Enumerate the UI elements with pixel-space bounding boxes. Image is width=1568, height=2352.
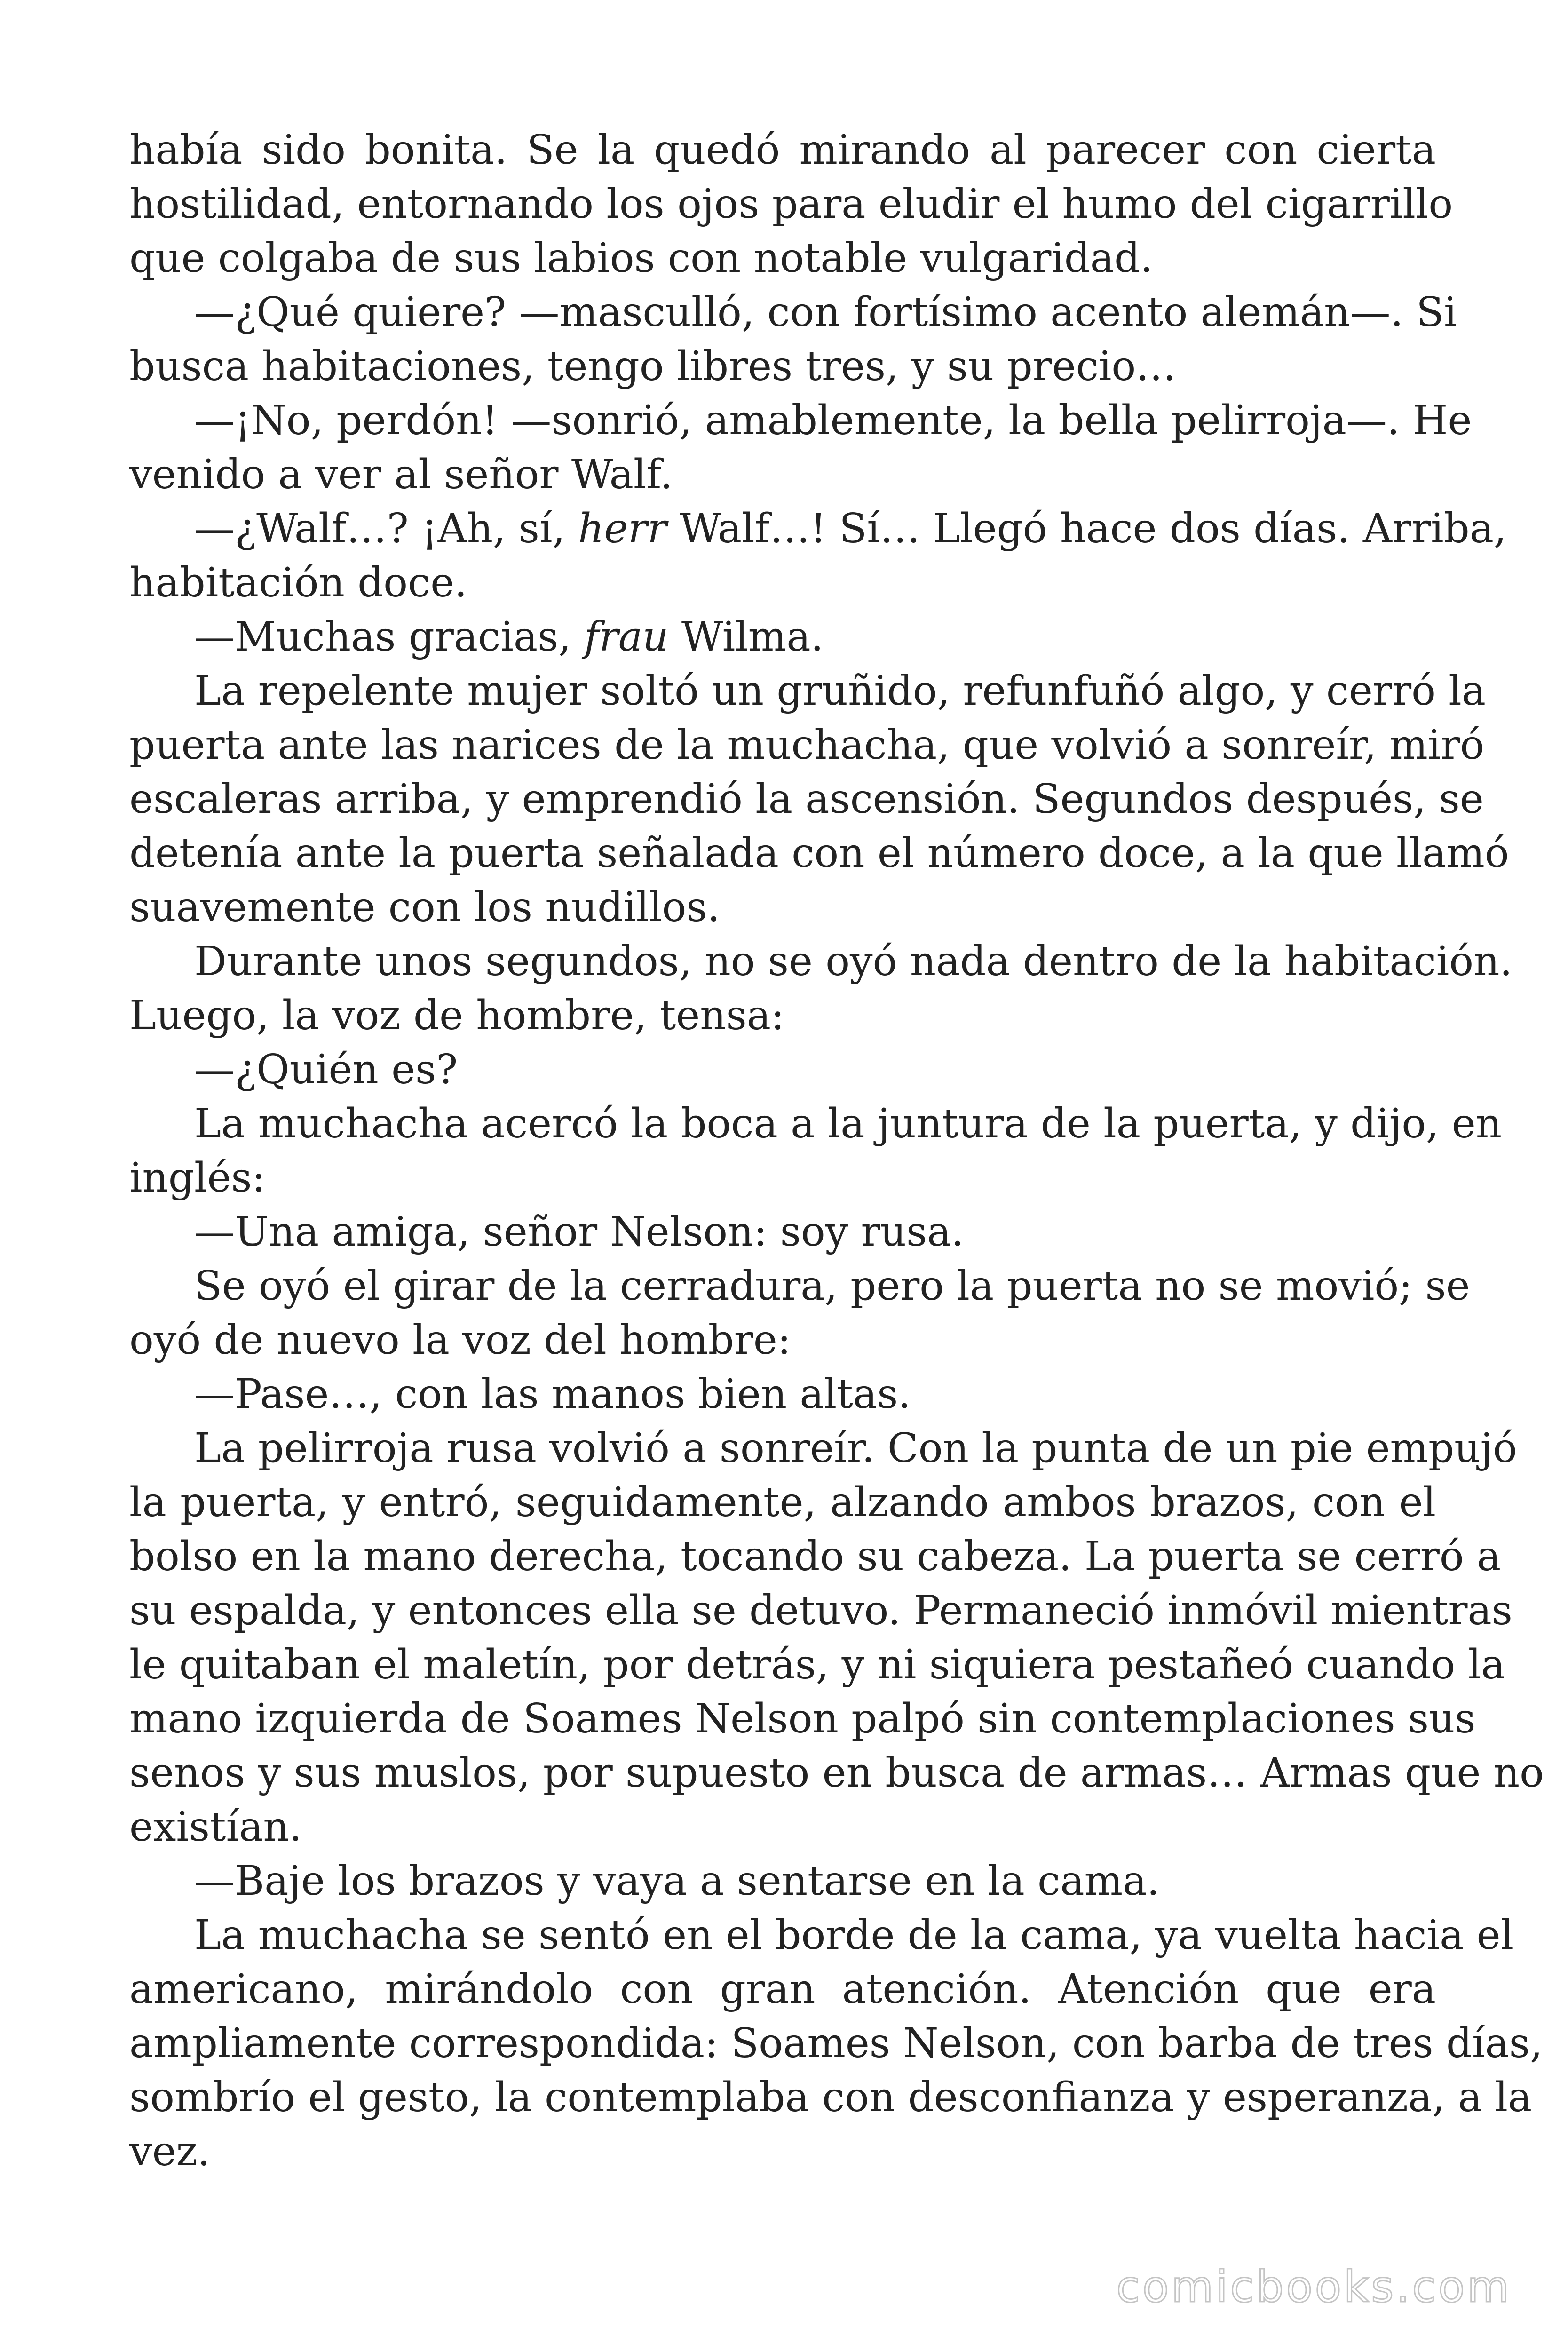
paragraph (129, 1422, 1544, 1854)
text-line: —Pase…, con las manos bien altas. (194, 1371, 911, 1418)
text-line: había sido bonita. Se la quedó mirando al parecer con cierta (129, 127, 1436, 174)
italic-word: frau (584, 613, 669, 660)
text-line: hostilidad, entornando los ojos para eludir el humo del cigarrillo (129, 181, 1453, 228)
text-line: —¿Walf…? ¡Ah, sí, herr Walf…! Sí… Llegó hace dos días. Arriba, (194, 505, 1507, 552)
text-line: escaleras arriba, y emprendió la ascensión. Segundos después, se (129, 776, 1484, 823)
text-line: busca habitaciones, tengo libres tres, y su precio… (129, 343, 1177, 390)
text-line: La repelente mujer soltó un gruñido, refunfuñó algo, y cerró la (194, 667, 1486, 715)
page-body (129, 123, 1544, 2179)
text-line: la puerta, y entró, seguidamente, alzando ambos brazos, con el (129, 1479, 1436, 1526)
text-line: oyó de nuevo la voz del hombre: (129, 1317, 791, 1364)
text-line: Durante unos segundos, no se oyó nada dentro de la habitación. (194, 938, 1513, 985)
text-line: inglés: (129, 1154, 266, 1201)
text-line: —¡No, perdón! —sonrió, amablemente, la bella pelirroja—. He (194, 397, 1472, 444)
paragraph (129, 664, 1509, 935)
paragraph (129, 286, 1457, 394)
paragraph (129, 394, 1472, 502)
text-line: Se oyó el girar de la cerradura, pero la puerta no se movió; se (194, 1263, 1470, 1310)
text-line: habitación doce. (129, 559, 467, 606)
text-line: americano, mirándolo con gran atención. Atención que era (129, 1966, 1436, 2013)
text-line: detenía ante la puerta señalada con el número doce, a la que llamó (129, 830, 1509, 877)
text-line: puerta ante las narices de la muchacha, que volvió a sonreír, miró (129, 722, 1485, 769)
text-line: La muchacha acercó la boca a la juntura de la puerta, y dijo, en (194, 1100, 1502, 1147)
text-line: que colgaba de sus labios con notable vulgaridad. (129, 235, 1153, 282)
paragraph (129, 1259, 1470, 1367)
text-line: bolso en la mano derecha, tocando su cabeza. La puerta se cerró a (129, 1533, 1501, 1580)
italic-word: herr (578, 505, 667, 552)
watermark: comicbooks.com (1116, 2262, 1512, 2312)
text-line: —Muchas gracias, frau Wilma. (194, 613, 824, 660)
paragraph (129, 935, 1513, 1043)
text-line: —Baje los brazos y vaya a sentarse en la cama. (194, 1858, 1160, 1905)
text-line: sombrío el gesto, la contemplaba con desconfianza y esperanza, a la (129, 2074, 1532, 2121)
paragraph (129, 1908, 1543, 2179)
text-line: suavemente con los nudillos. (129, 884, 720, 931)
text-line: vez. (129, 2128, 211, 2175)
paragraph (129, 1097, 1502, 1205)
text-line: Luego, la voz de hombre, tensa: (129, 992, 784, 1039)
paragraph (129, 1043, 1436, 1097)
text-line: senos y sus muslos, por supuesto en busca de armas… Armas que no (129, 1749, 1544, 1796)
text-line: La muchacha se sentó en el borde de la cama, ya vuelta hacia el (194, 1912, 1514, 1959)
paragraph (129, 123, 1453, 286)
text-line: su espalda, y entonces ella se detuvo. Permaneció inmóvil mientras (129, 1587, 1513, 1634)
text-line: mano izquierda de Soames Nelson palpó sin contemplaciones sus (129, 1695, 1476, 1742)
text-line: ampliamente correspondida: Soames Nelson, con barba de tres días, (129, 2020, 1543, 2067)
paragraph (129, 610, 1436, 664)
text-line: —Una amiga, señor Nelson: soy rusa. (194, 1208, 964, 1255)
text-line: —¿Quién es? (194, 1046, 458, 1093)
paragraph (129, 1205, 1436, 1259)
text-line: le quitaban el maletín, por detrás, y ni siquiera pestañeó cuando la (129, 1641, 1505, 1688)
text-line: venido a ver al señor Walf. (129, 451, 673, 498)
text-line: existían. (129, 1804, 302, 1851)
paragraph (129, 502, 1507, 610)
paragraph (129, 1854, 1436, 1908)
text-line: —¿Qué quiere? —masculló, con fortísimo acento alemán—. Si (194, 289, 1457, 336)
paragraph (129, 1367, 1436, 1422)
text-line: La pelirroja rusa volvió a sonreír. Con la punta de un pie empujó (194, 1425, 1517, 1472)
